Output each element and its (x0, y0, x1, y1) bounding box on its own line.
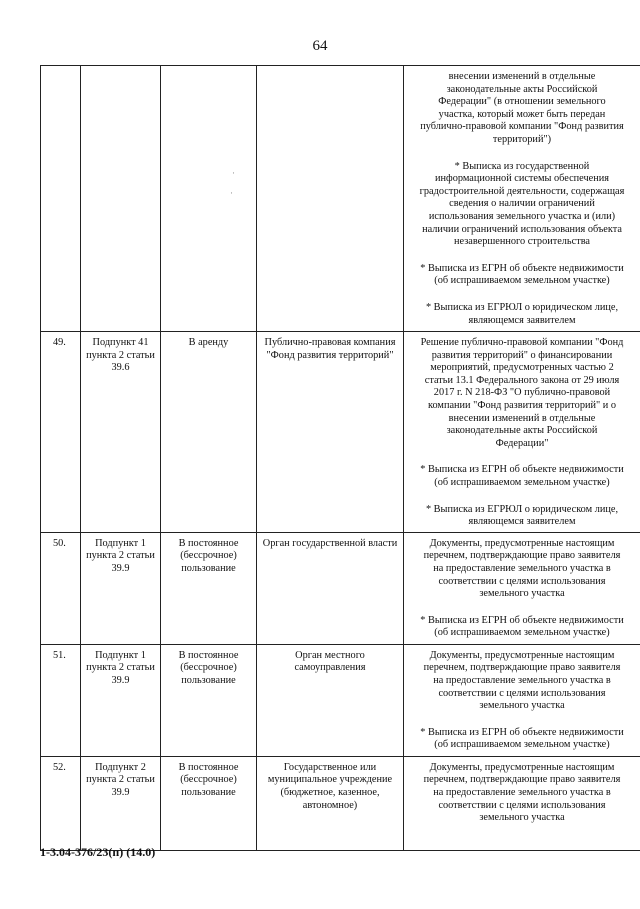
subpoint-cell: Подпункт 1 пункта 2 статьи 39.9 (81, 644, 161, 756)
documents-cell (404, 644, 640, 756)
table-row (41, 756, 640, 850)
document-item: * Выписка из ЕГРЮЛ о юридическом лице, являющемся заявителем (425, 503, 619, 528)
row-number-cell: 49. (41, 332, 81, 533)
document-item: внесении изменений в отдельные законодательные акты Российской Федерации" (в отношении земельного участка, который может быть передан публично-правовой компании "Фонд развития территорий") (420, 71, 624, 145)
documents-cell (404, 756, 640, 850)
table-row (41, 532, 640, 644)
subpoint-cell (81, 66, 161, 332)
right-type-cell: В постоянное (бессрочное) пользование (161, 644, 257, 756)
documents-cell (404, 532, 640, 644)
applicant-cell (257, 66, 404, 332)
scan-mark: · (232, 168, 235, 178)
subpoint-cell: Подпункт 41 пункта 2 статьи 39.6 (81, 332, 161, 533)
document-code: 1-3.04-376/23(п) (14.0) (40, 845, 156, 859)
documents-cell (404, 66, 640, 332)
right-type-cell: В постоянное (бессрочное) пользование (161, 532, 257, 644)
right-type-cell: В постоянное (бессрочное) пользование (161, 756, 257, 850)
subpoint-cell: Подпункт 2 пункта 2 статьи 39.9 (81, 756, 161, 850)
document-item: * Выписка из ЕГРЮЛ о юридическом лице, являющемся заявителем (425, 301, 619, 326)
row-number-cell: 51. (41, 644, 81, 756)
applicant-cell: Государственное или муниципальное учреждение (бюджетное, казенное, автономное) (257, 756, 404, 850)
applicant-cell: Публично-правовая компания "Фонд развития территорий" (257, 332, 404, 533)
applicant-cell: Орган местного самоуправления (257, 644, 404, 756)
document-item: * Выписка из ЕГРН об объекте недвижимости (об испрашиваемом земельном участке) (420, 726, 624, 751)
right-type-cell: В аренду (161, 332, 257, 533)
page-number: 64 (312, 38, 328, 54)
row-number-cell: 50. (41, 532, 81, 644)
documents-cell (404, 332, 640, 533)
document-item: Документы, предусмотренные настоящим перечнем, подтверждающие право заявителя на предоставление земельного участка в соответствии с целями использования земельного участка (423, 761, 621, 824)
document-item: * Выписка из государственной информационной системы обеспечения градостроительной деятельности, содержащая сведения о наличии ограничений использования земельного участка и (или) наличии ограничений использования объекта незавершенного строительства (419, 160, 625, 248)
document-item: * Выписка из ЕГРН об объекте недвижимости (об испрашиваемом земельном участке) (420, 464, 624, 488)
table-row (41, 66, 640, 332)
table-row (41, 644, 640, 756)
document-item: Документы, предусмотренные настоящим перечнем, подтверждающие право заявителя на предоставление земельного участка в соответствии с целями использования земельного участка (423, 649, 621, 712)
document-item: Документы, предусмотренные настоящим перечнем, подтверждающие право заявителя на предоставление земельного участка в соответствии с целями использования земельного участка (423, 537, 621, 600)
document-item: * Выписка из ЕГРН об объекте недвижимости (об испрашиваемом земельном участке) (420, 262, 624, 287)
scan-mark: · (230, 188, 233, 198)
table-body (41, 66, 640, 851)
row-number-cell (41, 66, 81, 332)
table-row (41, 332, 640, 533)
right-type-cell (161, 66, 257, 332)
document-item: Решение публично-правовой компании "Фонд развития территорий" о финансировании мероприятий, предусмотренных частью 2 статьи 13.1 Федерального закона от 29 июля 2017 г. N 218-ФЗ "О публично-правовой компании "Фонд развития территорий" и о внесении изменений в отдельные законодательные акты Российской Федерации" (420, 337, 624, 449)
row-number-cell: 52. (41, 756, 81, 850)
applicant-cell: Орган государственной власти (257, 532, 404, 644)
document-table (40, 65, 640, 851)
subpoint-cell: Подпункт 1 пункта 2 статьи 39.9 (81, 532, 161, 644)
document-item: * Выписка из ЕГРН об объекте недвижимости (об испрашиваемом земельном участке) (420, 614, 624, 639)
